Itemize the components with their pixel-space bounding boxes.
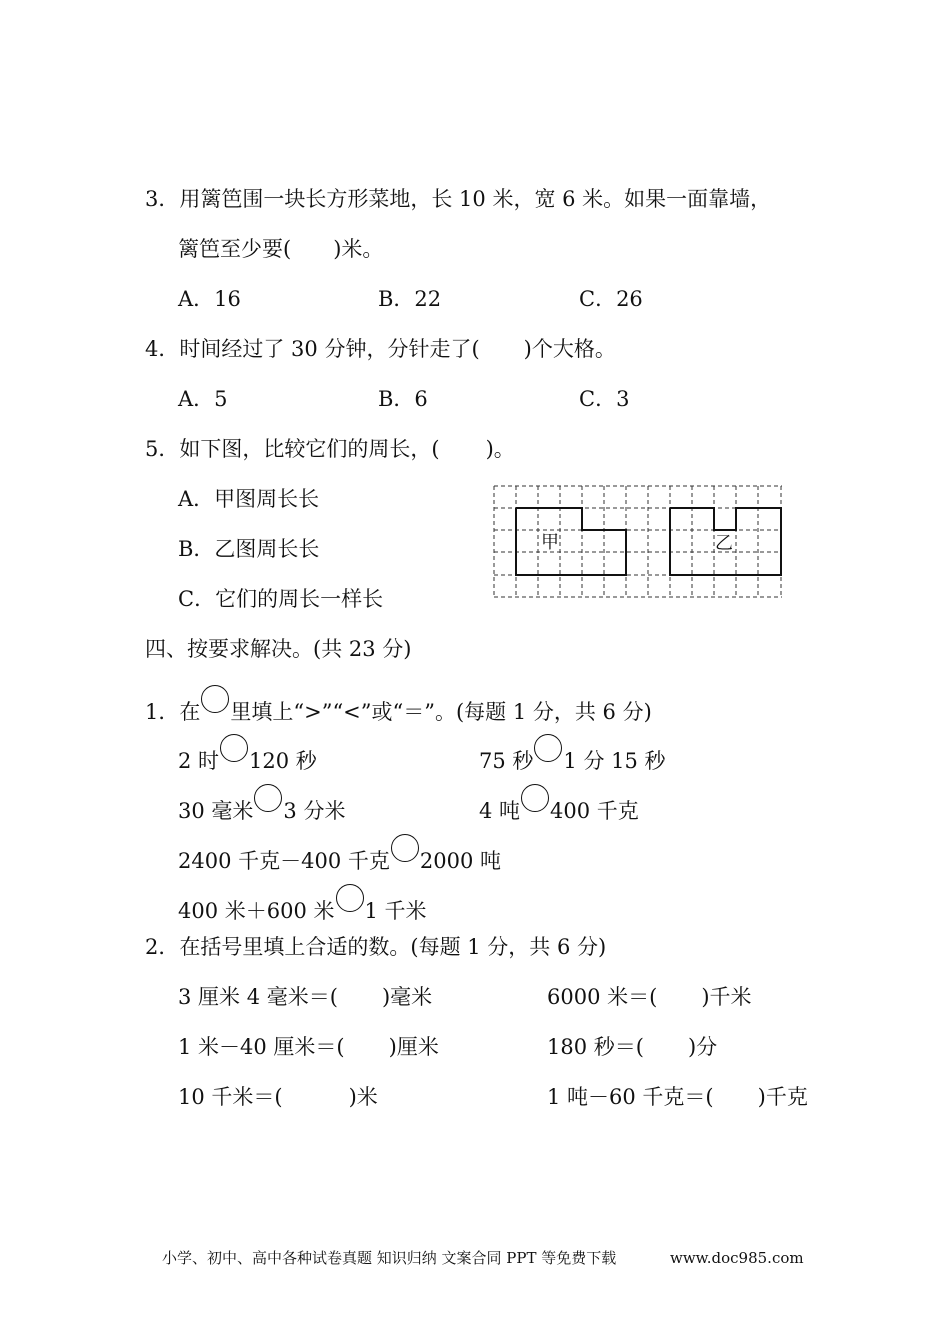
p2-stem [145, 934, 606, 960]
p1-stem [145, 685, 652, 725]
q4-option-b: B．6 [378, 387, 428, 411]
p1-number: 1． [145, 700, 180, 724]
p1-r4-a: 400 米＋600 米 [178, 899, 335, 923]
p1-r2-right-b: 400 千克 [550, 799, 639, 823]
circle-icon [201, 685, 229, 713]
p1-r3-b: 2000 吨 [419, 849, 502, 873]
footer-website-link[interactable]: www.doc985.com [670, 1249, 804, 1267]
q5-option-b: B．乙图周长长 [178, 537, 320, 561]
p2-r3-left-a: 10 千米＝( [178, 1085, 283, 1109]
q3-number: 3． [145, 187, 180, 211]
dashed-grid [494, 486, 782, 597]
q5-text-b: )。 [485, 437, 515, 461]
q4-text-b: )个大格。 [523, 337, 616, 361]
p1-r2-right-a: 4 吨 [479, 799, 521, 823]
p1-text-a: 在 [179, 700, 201, 724]
q3-text-line1: 用篱笆围一块长方形菜地，长 10 米，宽 6 米。如果一面靠墙， [179, 187, 772, 211]
q3-text-line2-b: )米。 [333, 237, 384, 261]
footer-promo-text: 小学、初中、高中各种试卷真题 知识归纳 文案合同 PPT 等免费下载 [162, 1249, 617, 1267]
q4-number: 4． [145, 337, 180, 361]
p2-number: 2． [145, 935, 180, 959]
q4-text-a: 时间经过了 30 分钟，分针走了( [179, 337, 480, 361]
p2-r1-left-b: )毫米 [381, 985, 433, 1009]
perimeter-figure [493, 485, 783, 599]
p2-row3-left [178, 1084, 378, 1110]
p1-r4-b: 1 千米 [364, 899, 427, 923]
p2-r1-right-b: )千米 [701, 985, 752, 1009]
answer-circle[interactable] [336, 884, 364, 912]
answer-circle[interactable] [534, 734, 562, 762]
p1-r1-right-b: 1 分 15 秒 [563, 749, 666, 773]
p2-row2-right [547, 1034, 717, 1060]
p2-r1-right-a: 6000 米＝( [547, 985, 658, 1009]
p2-r3-right-a: 1 吨－60 千克＝( [547, 1085, 714, 1109]
p2-r2-right-b: )分 [687, 1035, 718, 1059]
shape-jia [516, 508, 626, 575]
p2-text: 在括号里填上合适的数。(每题 1 分，共 6 分) [179, 935, 607, 959]
p1-r2-left-a: 30 毫米 [178, 799, 254, 823]
q5-number: 5． [145, 437, 180, 461]
q4-option-a: A．5 [178, 387, 228, 411]
p2-r3-right-b: )千克 [757, 1085, 808, 1109]
p1-row3 [178, 834, 501, 874]
p1-row2-left [178, 784, 345, 824]
label-jia: 甲 [541, 532, 559, 553]
q4-stem [145, 336, 616, 362]
answer-circle[interactable] [391, 834, 419, 862]
p1-text-b: 里填上“>”“<”或“＝”。(每题 1 分，共 6 分) [230, 700, 652, 724]
q3-text-line2-a: 篱笆至少要( [178, 237, 292, 261]
p1-r1-left-b: 120 秒 [249, 749, 317, 773]
p1-row1-left [178, 734, 317, 774]
p2-row1-left [178, 984, 432, 1010]
q5-option-c: C．它们的周长一样长 [178, 587, 384, 611]
q3-option-b: B．22 [378, 287, 442, 311]
q3-option-c: C．26 [579, 287, 643, 311]
p1-r1-left-a: 2 时 [178, 749, 220, 773]
q5-text-a: 如下图，比较它们的周长，( [179, 437, 440, 461]
p1-r1-right-a: 75 秒 [479, 749, 534, 773]
p1-r3-a: 2400 千克－400 千克 [178, 849, 390, 873]
label-yi: 乙 [715, 533, 733, 554]
answer-circle[interactable] [521, 784, 549, 812]
p2-row1-right [547, 984, 752, 1010]
p2-r1-left-a: 3 厘米 4 毫米＝( [178, 985, 338, 1009]
q5-stem [145, 436, 515, 462]
p2-r2-left-a: 1 米－40 厘米＝( [178, 1035, 345, 1059]
q4-option-c: C．3 [579, 387, 630, 411]
p1-row2-right [479, 784, 639, 824]
q5-option-a: A．甲图周长长 [178, 487, 320, 511]
section-4-heading: 四、按要求解决。(共 23 分) [145, 637, 412, 661]
p2-r2-right-a: 180 秒＝( [547, 1035, 644, 1059]
p2-r2-left-b: )厘米 [388, 1035, 439, 1059]
p1-r2-left-b: 3 分米 [283, 799, 346, 823]
p2-r3-left-b: )米 [348, 1085, 378, 1109]
p2-row2-left [178, 1034, 439, 1060]
answer-circle[interactable] [254, 784, 282, 812]
p1-row1-right [479, 734, 666, 774]
p2-row3-right [547, 1084, 808, 1110]
p1-row4 [178, 884, 427, 924]
q3-stem-line1 [145, 186, 771, 212]
q3-stem-line2 [178, 236, 383, 262]
q3-option-a: A．16 [178, 287, 241, 311]
answer-circle[interactable] [220, 734, 248, 762]
